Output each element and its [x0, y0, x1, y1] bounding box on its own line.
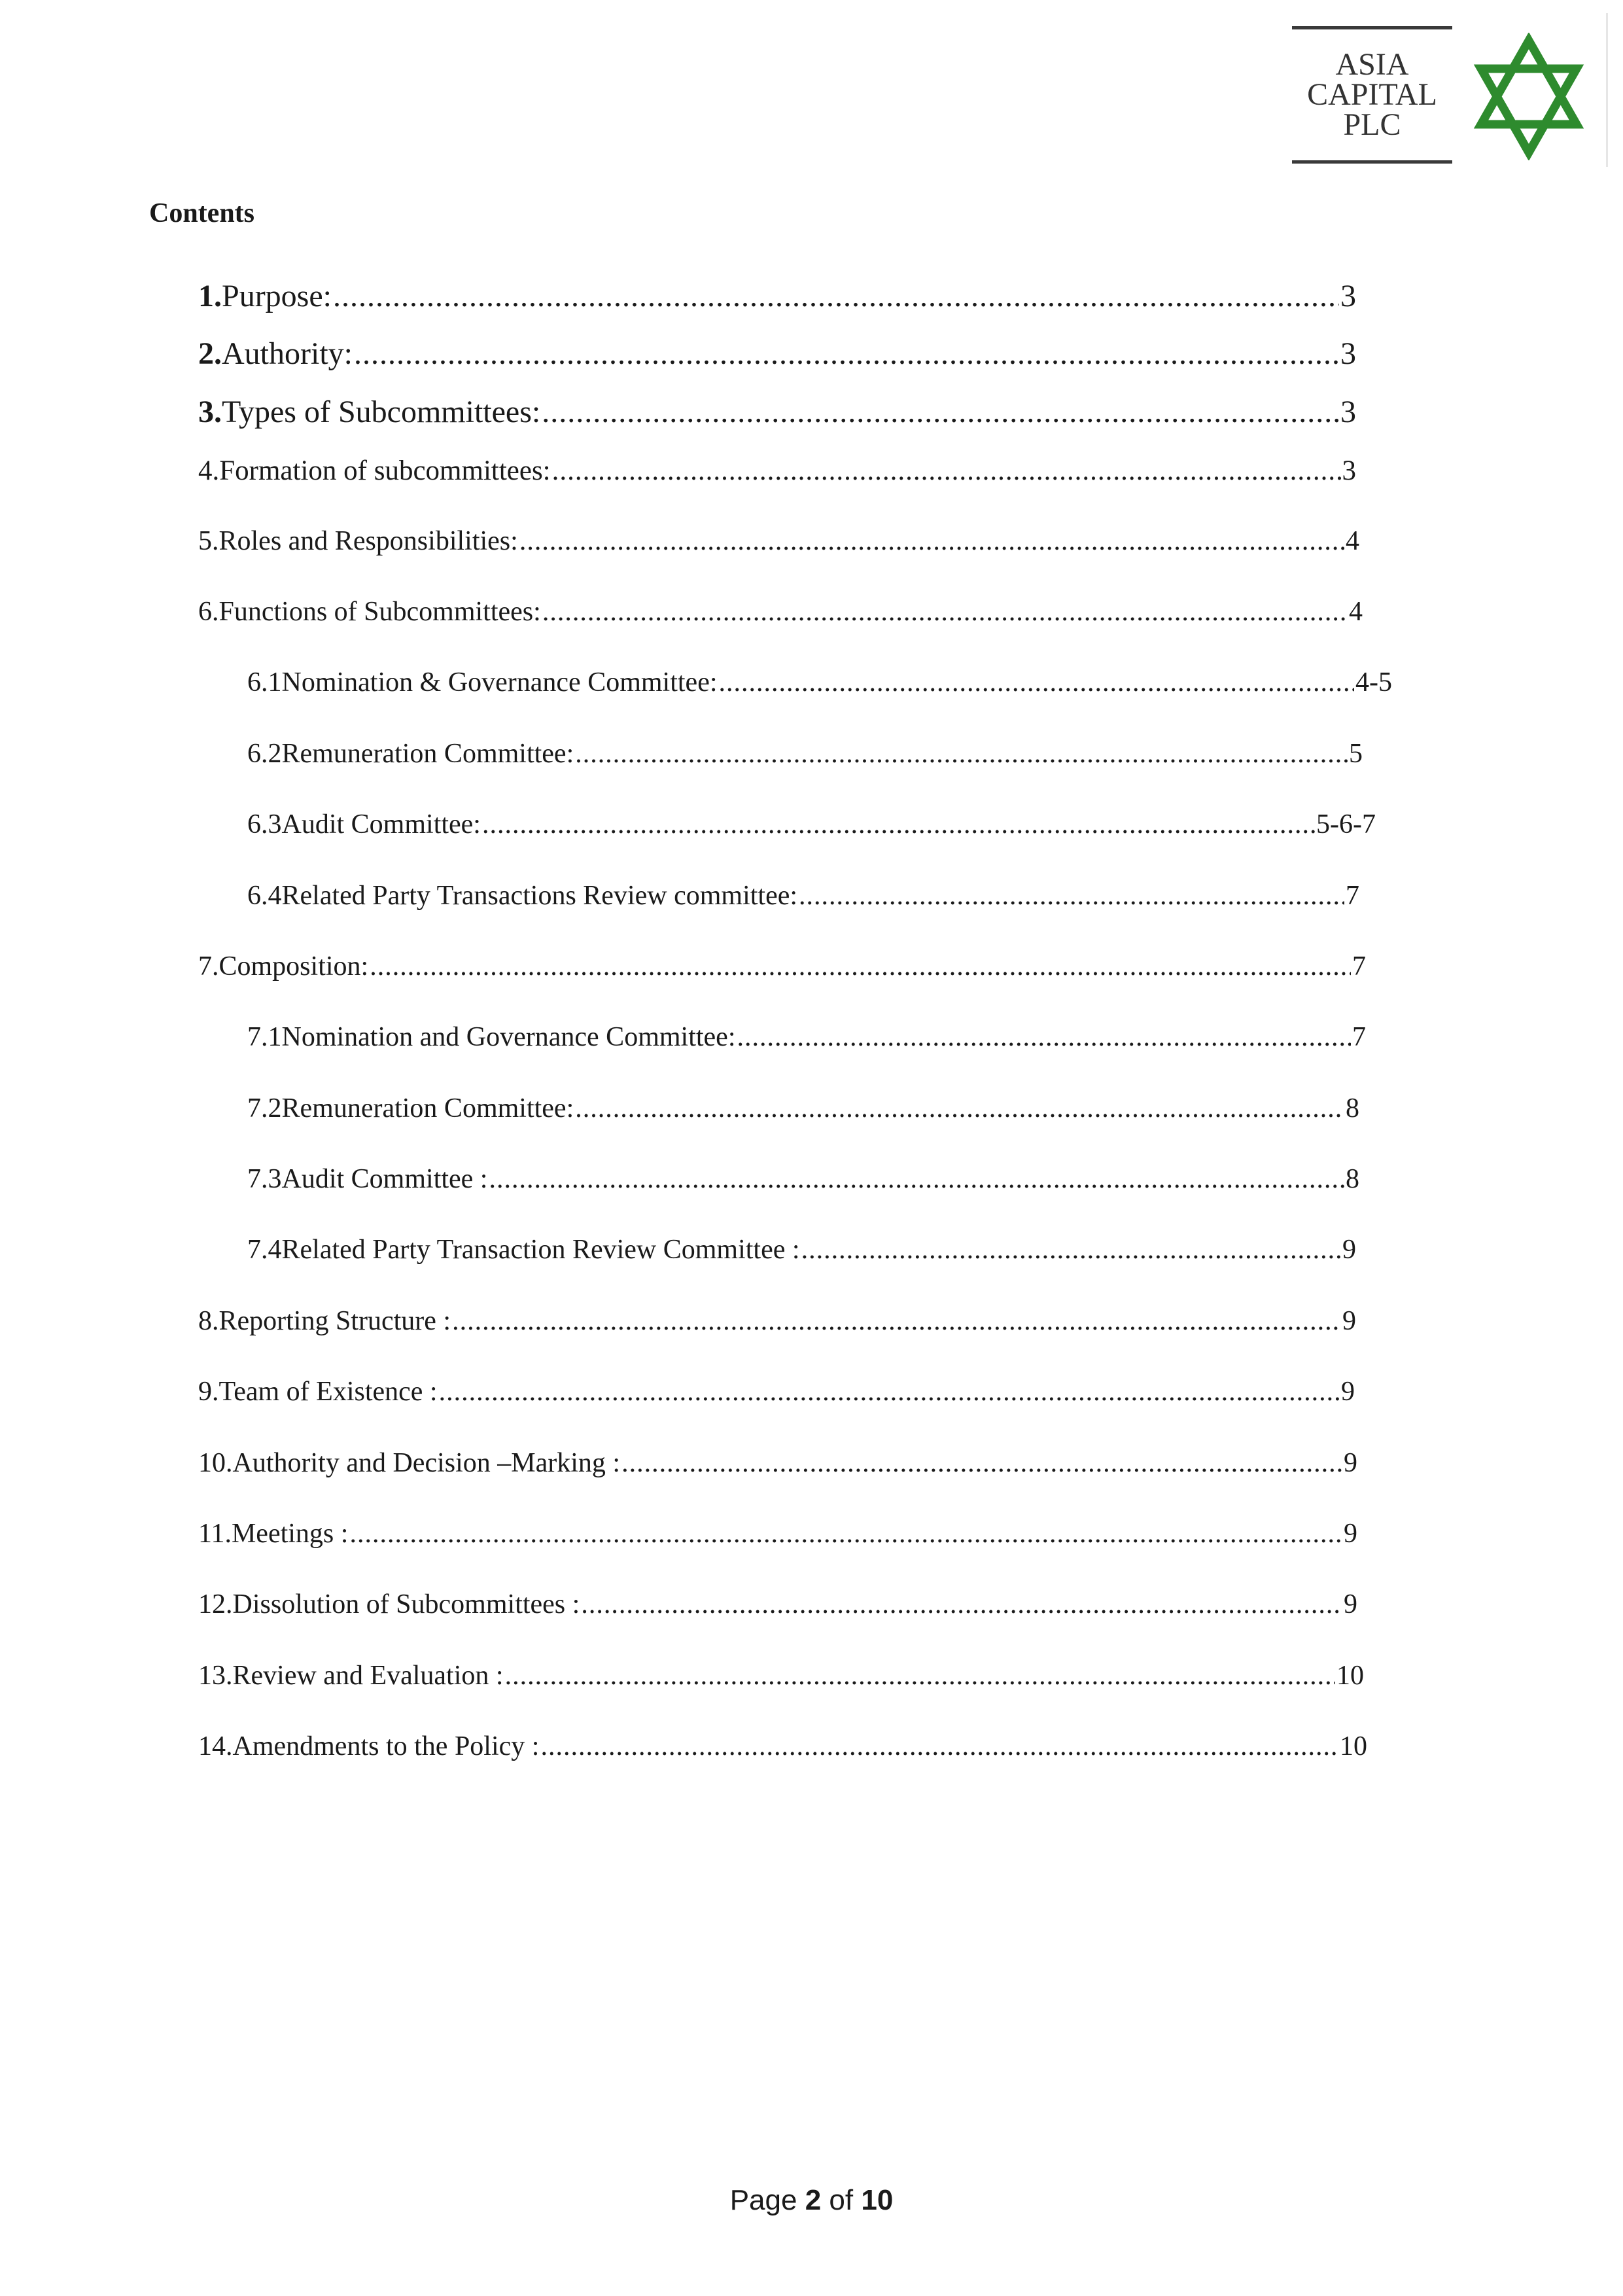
toc-leader-dots: [542, 394, 1339, 430]
toc-leader-dots: [801, 1234, 1341, 1265]
toc-entry[interactable]: [198, 1376, 1355, 1407]
logo-line-1: ASIA: [1335, 47, 1409, 82]
toc-number: 7.1: [247, 1022, 282, 1052]
toc-leader-dots: [354, 336, 1339, 372]
toc-page-number: 5: [1349, 739, 1363, 769]
toc-entry[interactable]: [198, 1731, 1367, 1762]
logo-line-3: PLC: [1343, 107, 1401, 142]
toc-label: Related Party Transaction Review Committee :: [281, 1235, 800, 1265]
toc-number: 7.4: [247, 1235, 282, 1265]
toc-number: 10.: [198, 1448, 233, 1478]
toc-number: 11.: [198, 1519, 232, 1549]
toc-page-number: 4: [1346, 526, 1359, 556]
toc-leader-dots: [552, 455, 1341, 487]
toc-number: 8.: [198, 1306, 219, 1336]
logo-wordmark: [1292, 26, 1452, 164]
toc-label: Dissolution of Subcommittees :: [232, 1589, 580, 1619]
toc-label: Purpose:: [222, 279, 332, 313]
toc-entry[interactable]: [198, 951, 1366, 982]
toc-leader-dots: [737, 1021, 1351, 1053]
toc-page-number: 3: [1342, 455, 1356, 486]
toc-label: Audit Committee :: [281, 1164, 488, 1194]
toc-entry[interactable]: [198, 1589, 1357, 1620]
toc-number: 7.2: [247, 1093, 282, 1123]
toc-leader-dots: [439, 1376, 1340, 1407]
toc-label: Remuneration Committee:: [281, 1093, 574, 1123]
toc-entry[interactable]: [198, 1447, 1357, 1479]
toc-page-number: 10: [1340, 1731, 1367, 1761]
toc-number: 14.: [198, 1731, 233, 1761]
toc-label: Reporting Structure :: [218, 1306, 451, 1336]
toc-leader-dots: [621, 1447, 1342, 1479]
footer-page-prefix: Page: [729, 2184, 797, 2216]
toc-label: Authority and Decision –Marking :: [232, 1448, 621, 1478]
toc-page-number: 9: [1342, 1235, 1356, 1265]
toc-number: 7.: [198, 951, 219, 981]
footer-separator: of: [829, 2184, 854, 2216]
toc-entry[interactable]: [198, 1660, 1364, 1691]
toc-entry[interactable]: [247, 738, 1363, 769]
footer-total-pages: 10: [861, 2184, 894, 2216]
toc-number: 12.: [198, 1589, 233, 1619]
toc-page-number: 4: [1349, 597, 1363, 627]
toc-page-number: 10: [1336, 1661, 1364, 1691]
star-of-david-icon: [1472, 33, 1586, 160]
toc-page-number: 5-6-7: [1316, 809, 1376, 839]
toc-leader-dots: [581, 1589, 1342, 1620]
footer-current-page: 2: [805, 2184, 822, 2216]
toc-entry[interactable]: [247, 1021, 1366, 1053]
toc-label: Remuneration Committee:: [281, 739, 574, 769]
toc-leader-dots: [799, 880, 1344, 911]
toc-leader-dots: [519, 525, 1344, 557]
toc-page-number: 8: [1346, 1164, 1359, 1194]
toc-entry[interactable]: [247, 1163, 1359, 1195]
toc-page-number: 3: [1340, 336, 1356, 371]
toc-leader-dots: [575, 738, 1348, 769]
toc-page-number: 9: [1344, 1589, 1357, 1619]
toc-label: Review and Evaluation :: [232, 1661, 504, 1691]
toc-number: 9.: [198, 1377, 219, 1407]
toc-leader-dots: [540, 1731, 1338, 1762]
toc-leader-dots: [349, 1518, 1342, 1549]
toc-label: Audit Committee:: [281, 809, 481, 839]
toc-entry[interactable]: [198, 278, 1356, 314]
toc-label: Related Party Transactions Review committee:: [281, 881, 798, 911]
toc-page-number: 3: [1340, 395, 1356, 429]
toc-page-number: 9: [1341, 1377, 1355, 1407]
toc-label: Roles and Responsibilities:: [218, 526, 518, 556]
toc-label: Functions of Subcommittees:: [218, 597, 541, 627]
toc-leader-dots: [489, 1163, 1344, 1195]
toc-number: 5.: [198, 526, 219, 556]
toc-entry[interactable]: [198, 336, 1356, 372]
toc-page-number: 9: [1344, 1519, 1357, 1549]
toc-page-number: 7: [1352, 1022, 1366, 1052]
toc-page-number: 7: [1352, 951, 1366, 981]
toc-entry[interactable]: [247, 1234, 1356, 1265]
toc-entry[interactable]: [198, 1518, 1357, 1549]
toc-entry[interactable]: [198, 596, 1363, 627]
toc-entry[interactable]: [198, 455, 1356, 487]
toc-leader-dots: [482, 809, 1315, 840]
toc-entry[interactable]: [247, 1093, 1359, 1124]
header-edge-line: [1606, 13, 1608, 167]
toc-label: Team of Existence :: [218, 1377, 438, 1407]
toc-leader-dots: [575, 1093, 1344, 1124]
toc-number: 1.: [198, 279, 222, 313]
toc-label: Nomination and Governance Committee:: [281, 1022, 736, 1052]
toc-number: 3.: [198, 395, 222, 429]
toc-entry[interactable]: [247, 809, 1376, 840]
toc-number: 6.4: [247, 881, 282, 911]
toc-number: 2.: [198, 336, 222, 371]
toc-leader-dots: [333, 278, 1339, 314]
toc-label: Meetings :: [231, 1519, 349, 1549]
toc-leader-dots: [452, 1305, 1341, 1337]
toc-number: 7.3: [247, 1164, 282, 1194]
toc-number: 13.: [198, 1661, 233, 1691]
toc-leader-dots: [719, 667, 1354, 698]
toc-label: Composition:: [218, 951, 369, 981]
toc-number: 6.3: [247, 809, 282, 839]
toc-leader-dots: [505, 1660, 1335, 1691]
toc-page-number: 9: [1344, 1448, 1357, 1478]
logo-line-2: CAPITAL: [1307, 77, 1437, 112]
toc-entry[interactable]: [198, 525, 1359, 557]
toc-entry[interactable]: [247, 880, 1359, 911]
company-logo: [1292, 26, 1613, 167]
toc-number: 6.1: [247, 667, 282, 698]
toc-entry[interactable]: [198, 1305, 1356, 1337]
toc-leader-dots: [370, 951, 1351, 982]
toc-leader-dots: [542, 596, 1348, 627]
toc-page-number: 3: [1340, 279, 1356, 313]
toc-number: 6.2: [247, 739, 282, 769]
toc-entry[interactable]: [247, 667, 1392, 698]
contents-heading: Contents: [149, 198, 255, 228]
toc-label: Amendments to the Policy :: [232, 1731, 540, 1761]
toc-page-number: 7: [1346, 881, 1359, 911]
toc-label: Authority:: [222, 336, 353, 371]
toc-page-number: 4-5: [1355, 667, 1392, 698]
toc-label: Formation of subcommittees:: [219, 455, 551, 486]
toc-number: 4.: [198, 455, 220, 486]
page-footer: [0, 2184, 1623, 2217]
toc-label: Types of Subcommittees:: [222, 395, 541, 429]
toc-label: Nomination & Governance Committee:: [281, 667, 718, 698]
toc-page-number: 8: [1346, 1093, 1359, 1123]
toc-page-number: 9: [1342, 1306, 1356, 1336]
toc-entry[interactable]: [198, 394, 1356, 430]
toc-number: 6.: [198, 597, 219, 627]
